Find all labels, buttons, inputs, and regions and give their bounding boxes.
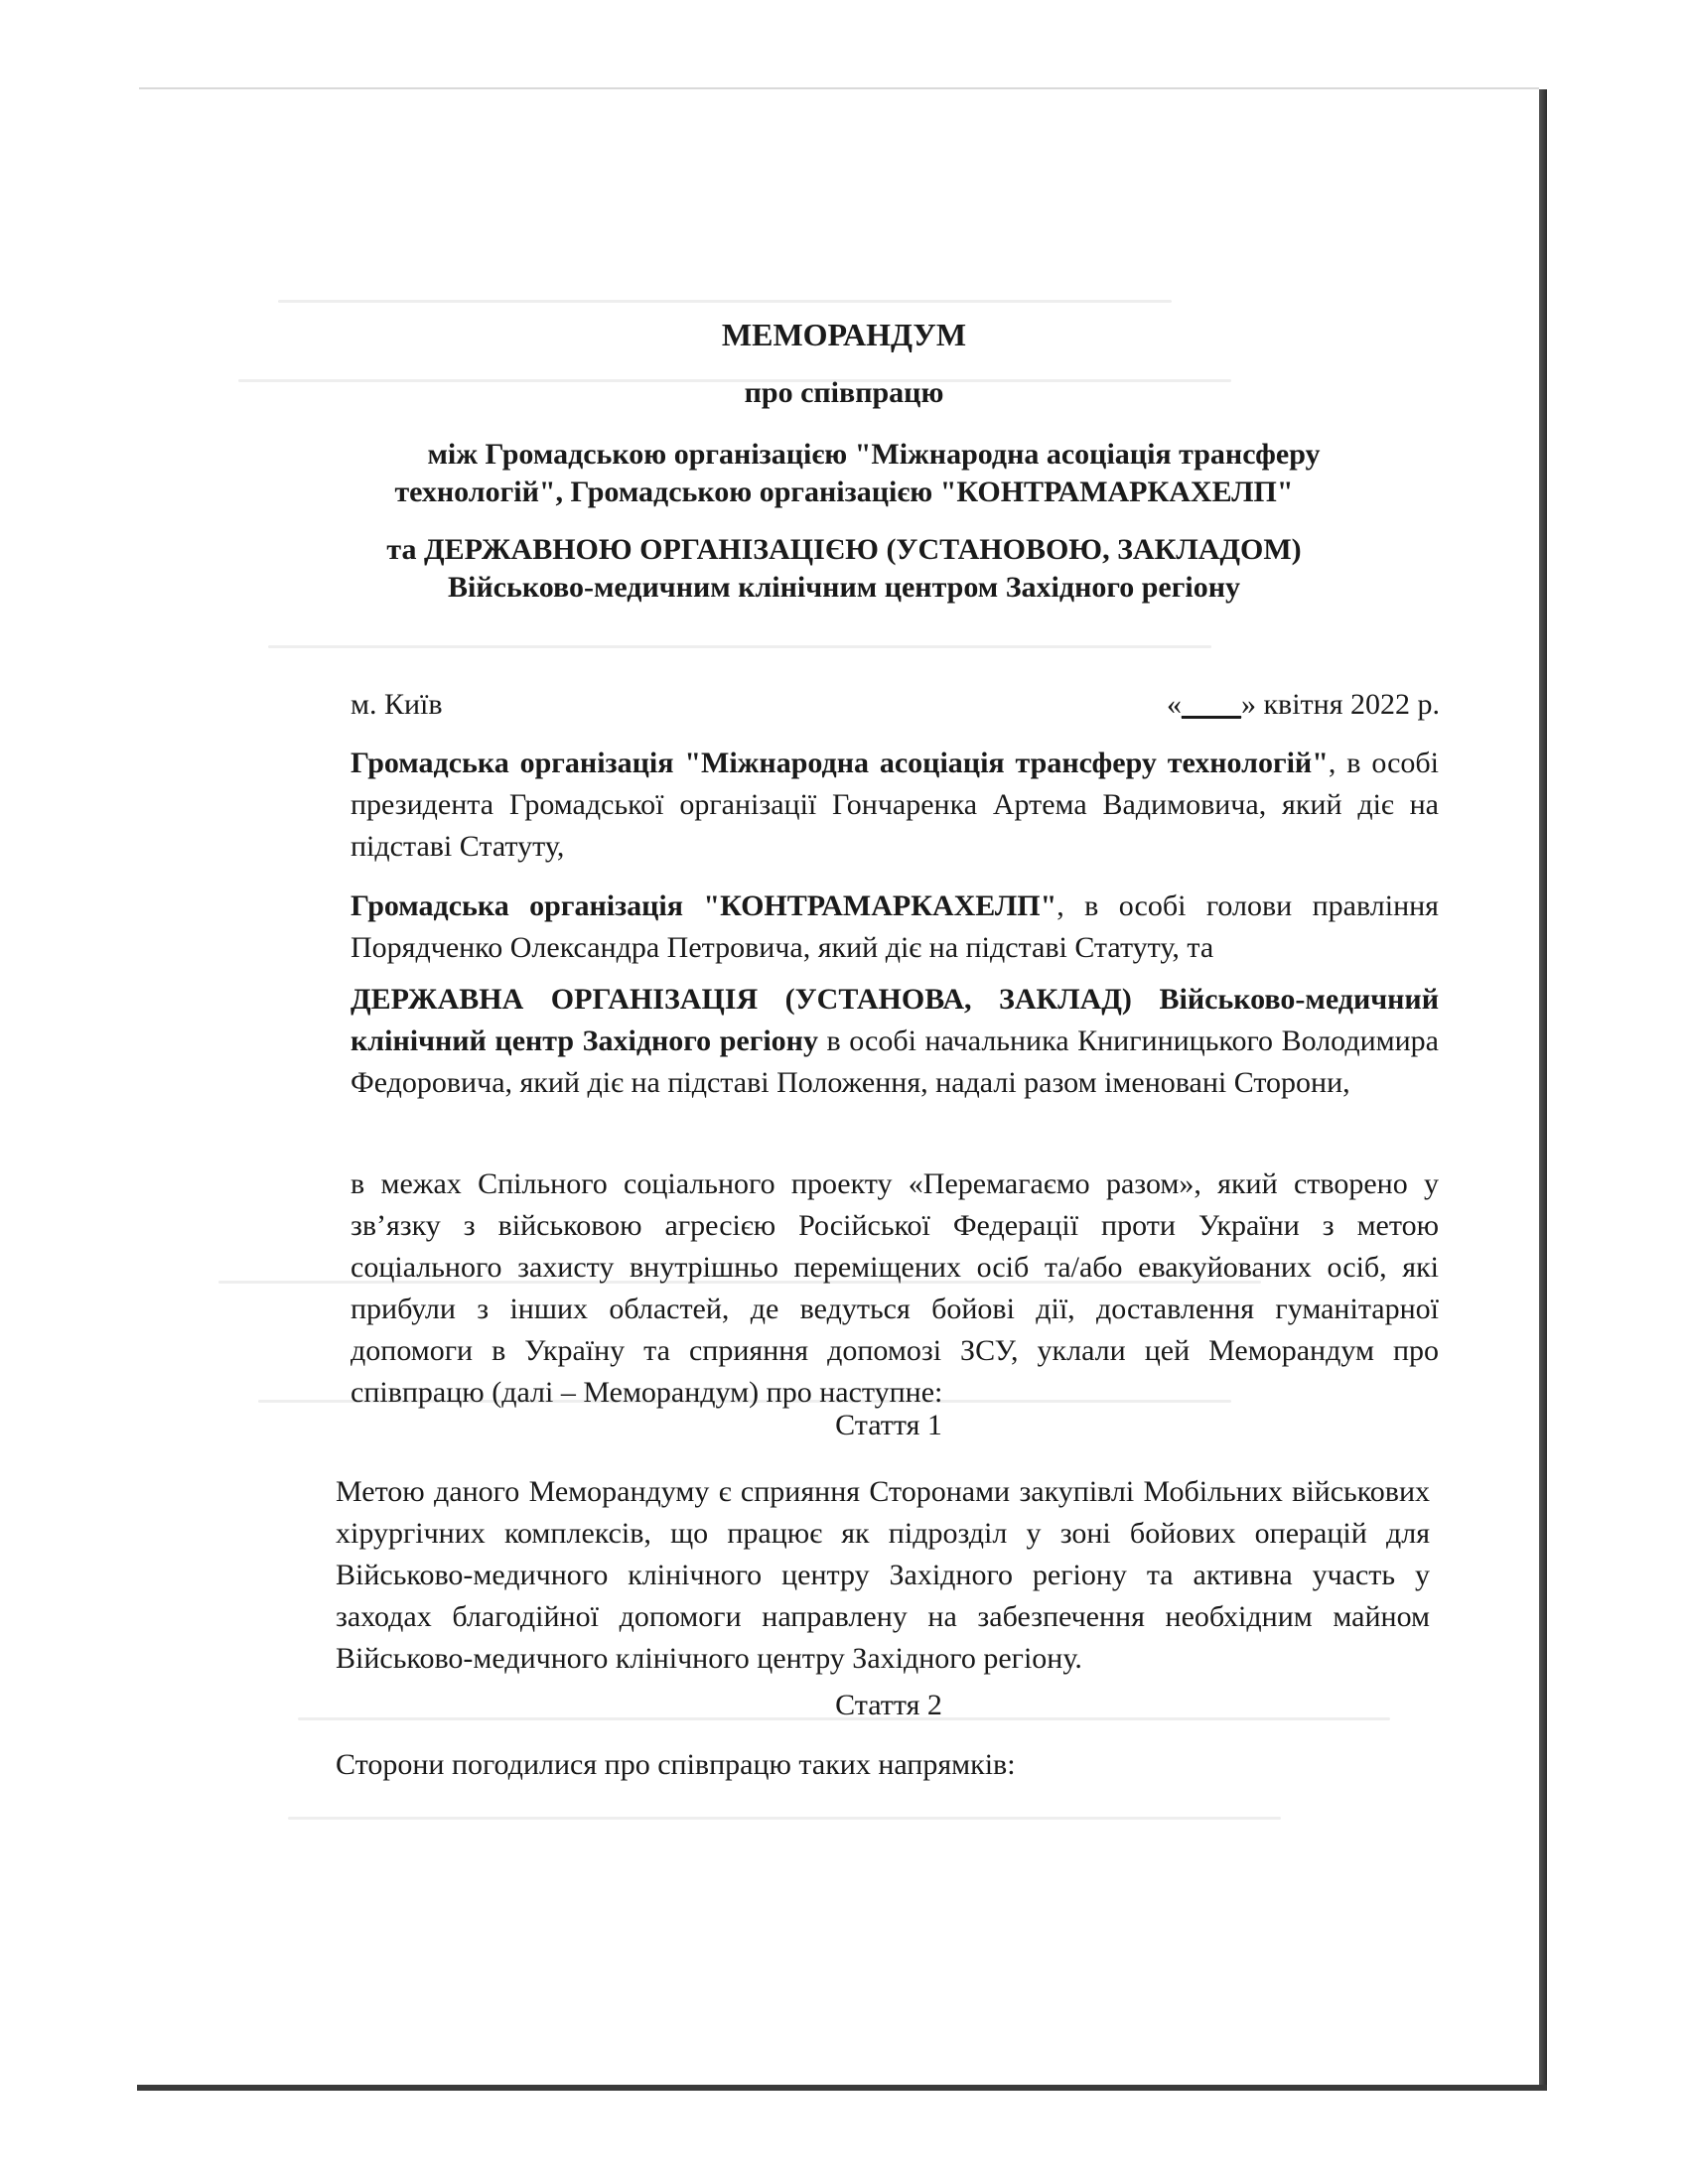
preamble-paragraph: в межах Спільного соціального проекту «Перемагаємо разом», який створено у зв’язку з військовою агресією Російської Федерації проти України з метою соціального захисту внутрішньо переміщених осіб та/або евакуйованих осіб, які прибули з інших областей, де ведуться бойові дії, доставлення гуманітарної допомоги в Україну та сприяння допомозі ЗСУ, уклали цей Меморандум про співпрацю (далі – Меморандум) про наступне: [351, 1167, 1439, 1409]
show-through-line [288, 1817, 1281, 1820]
article-1-heading: Стаття 1 [835, 1409, 942, 1441]
party-1-details: , в особі президента Громадської організації Гончаренка Артема Вадимовича, який діє на підставі Статуту, [351, 747, 1439, 863]
parties-heading-line-1: між Громадською організацією "Міжнародна асоціація трансферу [427, 438, 1321, 471]
party-3-details: в особі начальника Книгиницького Володимира Федоровича, який діє на підставі Положення, надалі разом іменовані Сторони, [351, 1024, 1439, 1099]
document-title: МЕМОРАНДУМ [721, 317, 967, 352]
article-2-heading: Стаття 2 [835, 1689, 942, 1721]
party-1-paragraph [351, 743, 1439, 868]
party-3-paragraph [351, 979, 1439, 1104]
show-through-line [268, 645, 1211, 648]
parties-heading-line-3: та ДЕРЖАВНОЮ ОРГАНІЗАЦІЄЮ (УСТАНОВОЮ, ЗАКЛАДОМ) [386, 533, 1302, 566]
party-2-details: , в особі голови правління Порядченко Олександра Петровича, який діє на підставі Статуту, та [351, 889, 1439, 964]
parties-heading-line-4: Військово-медичним клінічним центром Західного регіону [448, 571, 1240, 604]
party-1-name: Громадська організація "Міжнародна асоціація трансферу технологій" [351, 747, 1329, 779]
date-day-blank: ____ [1181, 688, 1241, 721]
party-2-name: Громадська організація "КОНТРАМАРКАХЕЛП" [351, 889, 1057, 922]
document-subtitle: про співпрацю [744, 376, 944, 409]
city-label: м. Київ [351, 688, 443, 721]
page-edge-shadow-bottom [137, 2085, 1547, 2091]
show-through-line [278, 300, 1172, 303]
parties-heading-line-2: технологій", Громадською організацією "КОНТРАМАРКАХЕЛП" [394, 476, 1294, 508]
article-1-text: Метою даного Меморандуму є сприяння Сторонами закупівлі Мобільних військових хірургічних комплексів, що працює як підрозділ у зоні бойових операцій для Військово-медичного клінічного центру Західного регіону та активна участь у заходах благодійної допомоги направлену на забезпечення необхідним майном Військово-медичного клінічного центру Західного регіону. [336, 1475, 1430, 1675]
party-3-name: ДЕРЖАВНА ОРГАНІЗАЦІЯ (УСТАНОВА, ЗАКЛАД) Військово-медичний клінічний центр Західного регіону [351, 983, 1439, 1057]
party-2-paragraph [351, 886, 1439, 969]
article-2-text: Сторони погодилися про співпрацю таких напрямків: [336, 1748, 1016, 1781]
document-date: «____» квітня 2022 р. [1166, 688, 1440, 721]
